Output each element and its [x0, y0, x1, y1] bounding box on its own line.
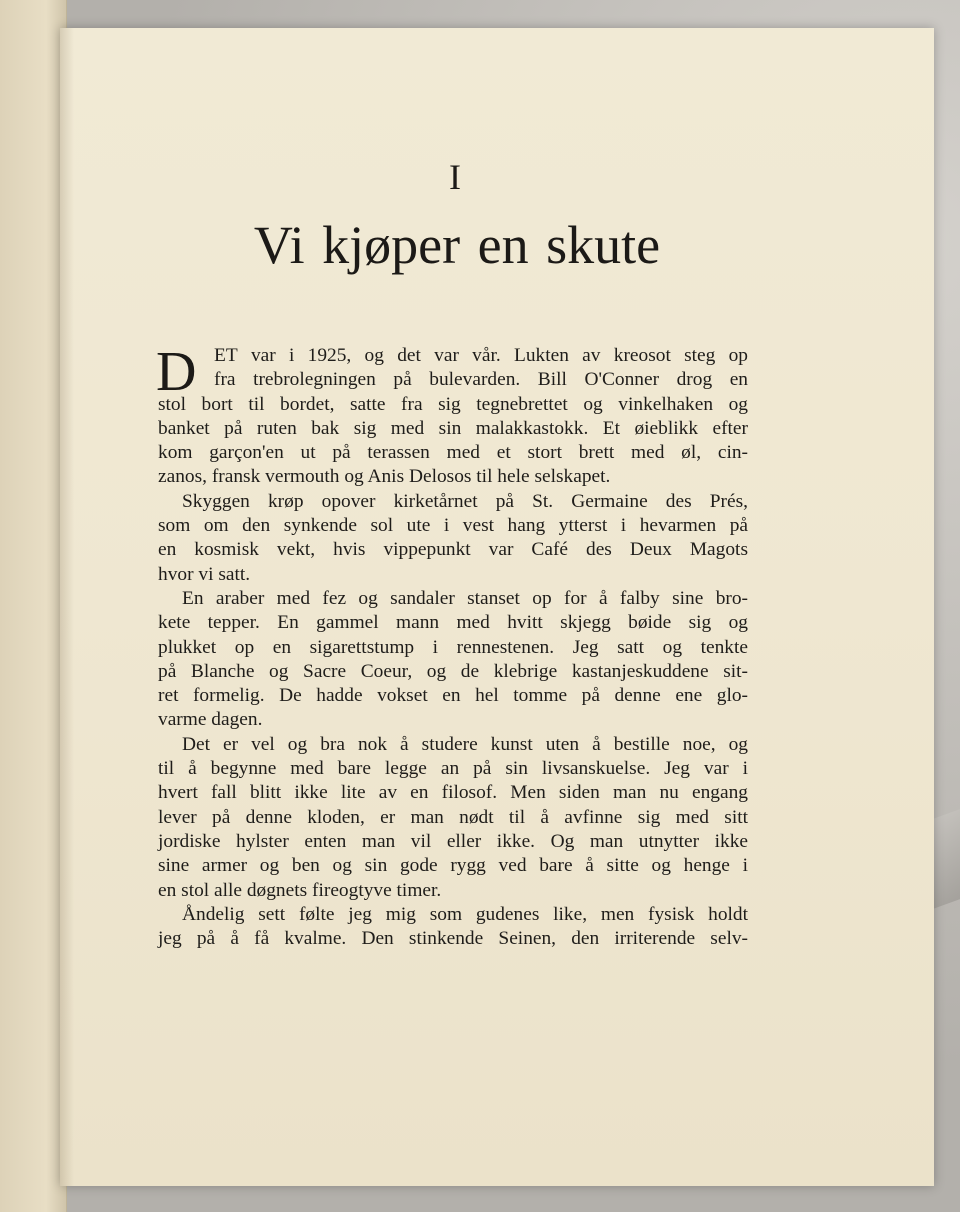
text-line: plukket op en sigarettstump i rennestenen. Jeg satt og tenkte	[158, 636, 748, 658]
text-line: kom garçon'en ut på terassen med et stort brett med øl, cin-	[158, 442, 748, 464]
left-page-edge	[0, 0, 67, 1212]
text-line: Det er vel og bra nok å studere kunst uten å bestille noe, og	[182, 733, 748, 755]
page-gutter-shadow	[60, 28, 74, 1186]
first-word-caps: ET	[214, 345, 238, 366]
text-line: banket på ruten bak sig med sin malakkastokk. Et øieblikk efter	[158, 417, 748, 439]
text-line: jordiske hylster enten man vil eller ikke. Og man utnytter ikke	[158, 830, 748, 852]
text-line: jeg på å få kvalme. Den stinkende Seinen, den irriterende selv-	[158, 928, 748, 950]
text-line: ET var i 1925, og det var vår. Lukten av kreosot steg op	[214, 345, 748, 366]
text-line: til å begynne med bare legge an på sin livsanskuelse. Jeg var i	[158, 758, 748, 780]
text-line: sine armer og ben og sin gode rygg ved bare å sitte og henge i	[158, 855, 748, 877]
text-line: hvert fall blitt ikke lite av en filosof. Men siden man nu engang	[158, 782, 748, 804]
drop-cap: D	[156, 341, 197, 403]
chapter-number: I	[449, 157, 461, 197]
chapter-title: Vi kjøper en skute	[253, 215, 661, 275]
text-line: som om den synkende sol ute i vest hang ytterst i hevarmen på	[158, 515, 748, 537]
text-line: ret formelig. De hadde vokset en hel tomme på denne ene glo-	[158, 685, 748, 707]
text-line: hvor vi satt.	[158, 563, 251, 585]
text-line: en stol alle døgnets fireogtyve timer.	[158, 879, 442, 901]
text-line: en kosmisk vekt, hvis vippepunkt var Café des Deux Magots	[158, 539, 748, 561]
text-line: kete tepper. En gammel mann med hvitt skjegg bøide sig og	[158, 612, 748, 634]
text-line: varme dagen.	[158, 709, 263, 731]
book-page	[60, 28, 934, 1186]
text-line: på Blanche og Sacre Coeur, og de klebrige kastanjeskuddene sit-	[158, 660, 748, 682]
text-line: zanos, fransk vermouth og Anis Delosos til hele selskapet.	[158, 466, 611, 488]
text-line: lever på denne kloden, er man nødt til å avfinne sig med sitt	[158, 806, 748, 828]
text-line: Skyggen krøp opover kirketårnet på St. Germaine des Prés,	[182, 490, 748, 512]
text-line: En araber med fez og sandaler stanset op for å falby sine bro-	[182, 587, 748, 609]
chapter-body	[156, 341, 748, 951]
text-line: fra trebrolegningen på bulevarden. Bill O'Conner drog en	[214, 369, 748, 391]
text-line: stol bort til bordet, satte fra sig tegnebrettet og vinkelhaken og	[158, 393, 748, 415]
text-line: Åndelig sett følte jeg mig som gudenes like, men fysisk holdt	[182, 903, 748, 925]
